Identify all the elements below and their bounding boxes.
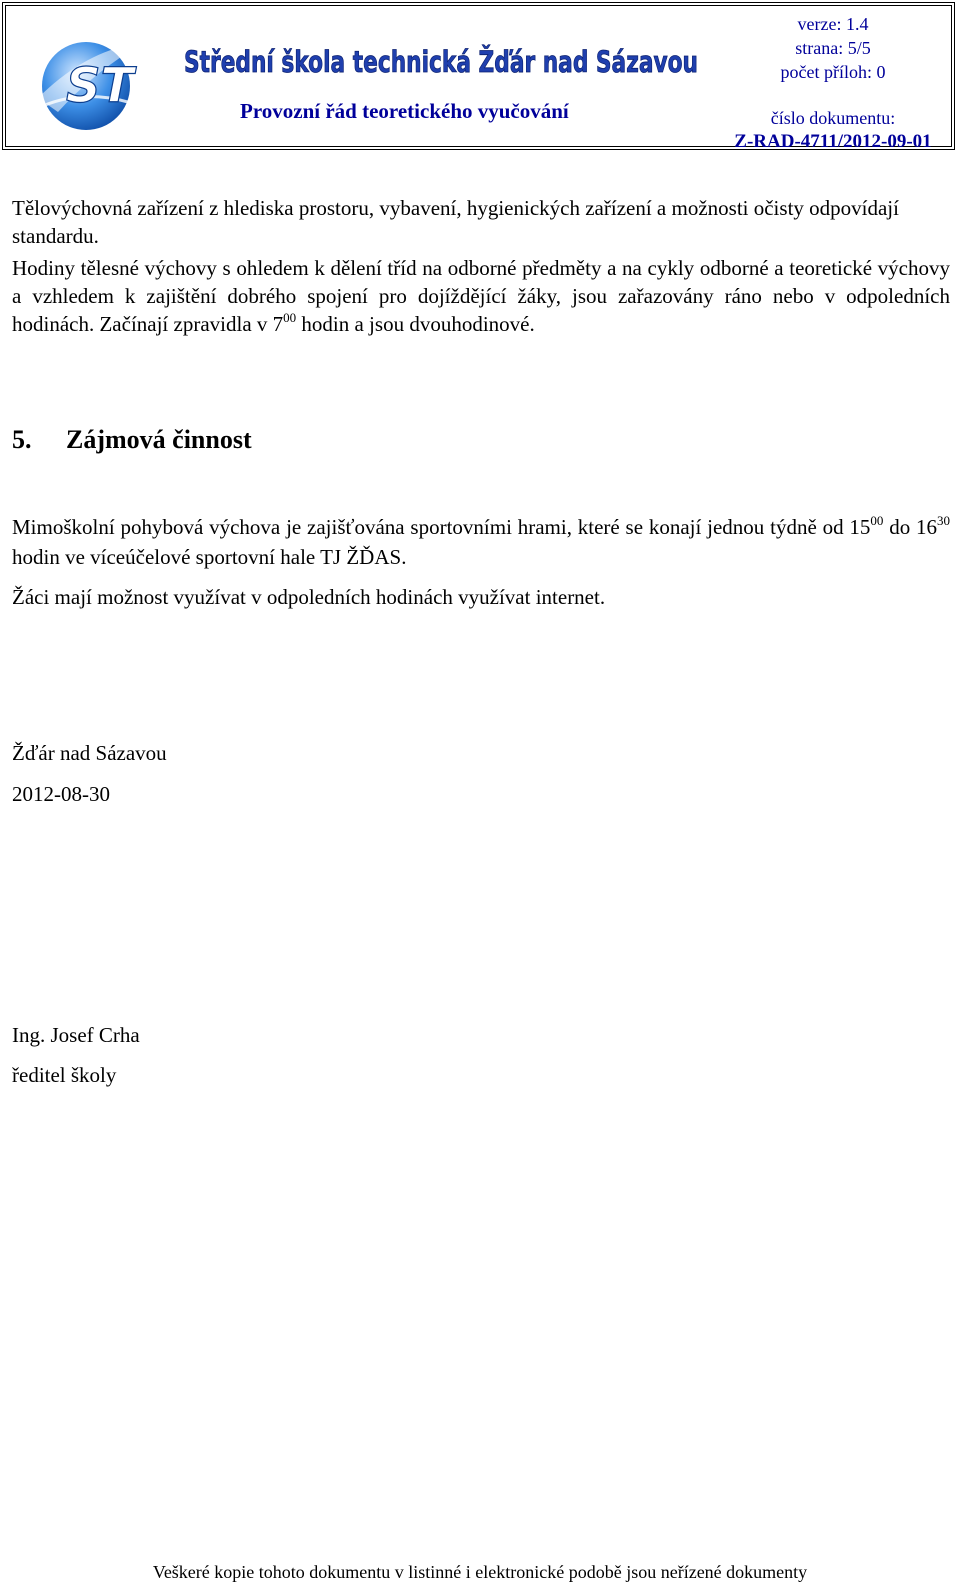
section-heading: [12, 425, 252, 455]
doc-number: Z-RAD-4711/2012-09-01: [734, 131, 932, 152]
document-title: Provozní řád teoretického vyučování: [240, 99, 569, 123]
document-body: [12, 194, 950, 338]
attachments-count: počet příloh: 0: [780, 62, 886, 82]
paragraph-pe-lessons-end: hodin a jsou dvouhodinové.: [296, 312, 535, 336]
section-title: Zájmová činnost: [66, 425, 252, 454]
document-meta: [723, 12, 943, 154]
school-logo-icon: [28, 28, 150, 136]
school-name: Střední škola technická Žďár nad Sázavou: [184, 45, 698, 79]
paragraph-pe-lessons: [12, 254, 950, 338]
superscript-minutes: 00: [283, 310, 297, 325]
paragraph-extracurricular-mid: do 16: [883, 515, 938, 539]
version: verze: 1.4: [797, 14, 869, 34]
paragraph-extracurricular-end: hodin ve víceúčelové sportovní hale TJ ŽĎAS.: [12, 545, 407, 569]
document-header: [2, 2, 955, 150]
date: 2012-08-30: [12, 782, 110, 806]
section-number: 5.: [12, 425, 32, 454]
doc-number-label: číslo dokumentu:: [770, 108, 896, 128]
section-body: [12, 512, 950, 612]
paragraph-extracurricular: [12, 512, 950, 572]
paragraph-internet: Žáci mají možnost využívat v odpoledních hodinách využívat internet.: [12, 585, 606, 609]
paragraph-extracurricular-text: Mimoškolní pohybová výchova je zajišťována sportovními hrami, které se konají jednou týdně od 15: [12, 515, 871, 539]
signatory-name: Ing. Josef Crha: [12, 1023, 140, 1047]
logo-text: ST: [66, 58, 134, 114]
document-footer: Veškeré kopie tohoto dokumentu v listinné i elektronické podobě jsou neřízené dokumenty: [152, 1562, 808, 1582]
school-name-banner: [182, 38, 702, 82]
place: Žďár nad Sázavou: [12, 741, 167, 765]
page-number: strana: 5/5: [795, 38, 871, 58]
superscript-end-minutes: 30: [937, 513, 951, 528]
paragraph-pe-lessons-text: Hodiny tělesné výchovy s ohledem k dělení tříd na odborné předměty a na cykly odborné a teoretické výchovy a vzhledem k zajištění dobrého spojení pro dojíždějící žáky, jsou zařazovány ráno nebo v odpoledních hodinách. Začínají zpravidla v 7: [12, 256, 950, 336]
paragraph-facilities: Tělovýchovná zařízení z hlediska prostoru, vybavení, hygienických zařízení a možnosti očisty odpovídají standardu.: [12, 196, 899, 248]
signatory-role: ředitel školy: [12, 1063, 117, 1087]
superscript-start-minutes: 00: [870, 513, 884, 528]
